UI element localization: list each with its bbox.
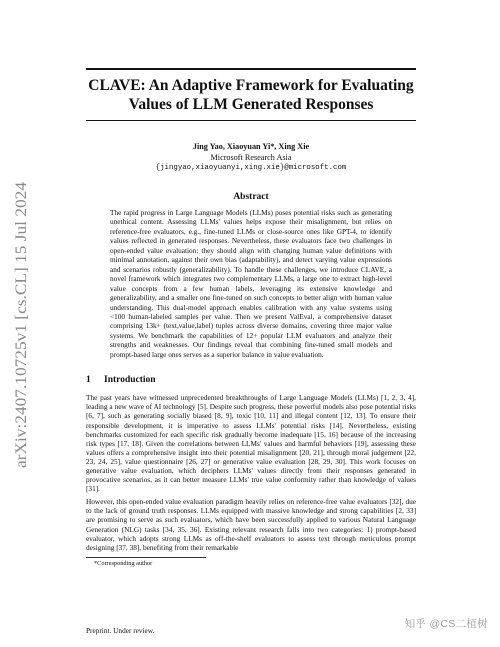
title-bottom-rule (86, 120, 416, 121)
section-heading (86, 375, 416, 385)
title-line-1: CLAVE: An Adaptive Framework for Evaluating (88, 77, 414, 94)
author-block (86, 141, 416, 174)
arxiv-identifier-stamp (7, 180, 33, 470)
author-affiliation: Microsoft Research Asia (210, 153, 292, 162)
author-email: {jingyao,xiaoyuanyi,xing.xie}@microsoft.com (155, 164, 347, 172)
paper-title (86, 76, 416, 114)
preprint-note: Preprint. Under review. (86, 626, 155, 635)
author-names: Jing Yao, Xiaoyuan Yi*, Xing Xie (192, 142, 310, 151)
arxiv-identifier-text: arXiv:2407.10725v1 [cs.CL] 15 Jul 2024 (13, 212, 30, 468)
section-number: 1 (86, 375, 91, 386)
arxiv-identifier-svg (7, 180, 33, 470)
watermark: 知乎 @CS二植树 (404, 618, 488, 630)
intro-paragraph-1: The past years have witnessed unprecedented breakthroughs of Large Language Models (LLMs) [1, 2, 3, 4], leading a new wave of AI technology [5]. Despite such progress, these powerful models also pose potential risks [6, 7], such as generating socially biased [8, 9], toxic [10, 11] and illegal content [12, 13]. To ensure their responsible development, it is imperative to assess LLMs' potential risks [14]. Nevertheless, existing benchmarks customized for each specific risk gradually become inadequate [15, 16] because of the increasing risk types [17, 18]. Given the correlations between LLMs' values and harmful behaviors [19], assessing these values offers a comprehensive insight into their potential misalignment [20, 21], through moral judgement [22, 23, 24, 25], value questionnaire [26, 27] or generative value evaluation [28, 29, 30]. This work focuses on generative value evaluation, which deciphers LLMs' values directly from their responses generated in provocative scenarios, as it can better measure LLMs' true value conformity rather than knowledge of values [31]. (86, 393, 416, 494)
footnote-rule (86, 557, 206, 558)
abstract-heading: Abstract (233, 192, 269, 202)
title-top-rule (86, 68, 416, 70)
section-title: Introduction (104, 375, 156, 386)
abstract-text: The rapid progress in Large Language Models (LLMs) poses potential risks such as generating unethical content. Assessing LLMs' values helps expose their misalignment, but relies on reference-free evaluators, e.g., fine-tuned LLMs or close-source ones like GPT-4, to identify values reflected in generated responses. Nevertheless, these evaluators face two challenges in open-ended value evaluation: they should align with changing human value definitions with minimal annotation, against their own bias (adaptability), and detect varying value expressions and scenarios robustly (generalizability). To handle these challenges, we introduce CLAVE, a novel framework which integrates two complementary LLMs, a large one to extract high-level value concepts from a few human labels, leveraging its extensive knowledge and generalizability, and a smaller one fine-tuned on such concepts to better align with human value understanding. This dual-model approach enables calibration with any value systems using <100 human-labeled samples per value. Then we present ValEval, a comprehensive dataset comprising 13k+ (text,value,label) tuples across diverse domains, covering three major value systems. We benchmark the capabilities of 12+ popular LLM evaluators and analyze their strengths and weaknesses. Our findings reveal that combining fine-tuned small models and prompt-based large ones serves as a superior balance in value evaluation. (110, 208, 392, 359)
title-line-2: Values of LLM Generated Responses (128, 96, 374, 113)
footnote: *Corresponding author (94, 559, 153, 567)
intro-paragraph-2: However, this open-ended value evaluation paradigm heavily relies on reference-free value evaluators [32], due to the lack of ground truth responses. LLMs equipped with massive knowledge and strong capabilities [2, 33] are promising to serve as such evaluators, which have been successfully applied to various Natural Language Generation (NLG) tasks [34, 35, 36]. Existing relevant research falls into two categories: 1) prompt-based evaluator, which adopts strong LLMs as off-the-shelf evaluators to assess text through meticulous prompt designing [37, 38], benefiting from their remarkable (86, 497, 416, 552)
paper-page (86, 0, 416, 568)
